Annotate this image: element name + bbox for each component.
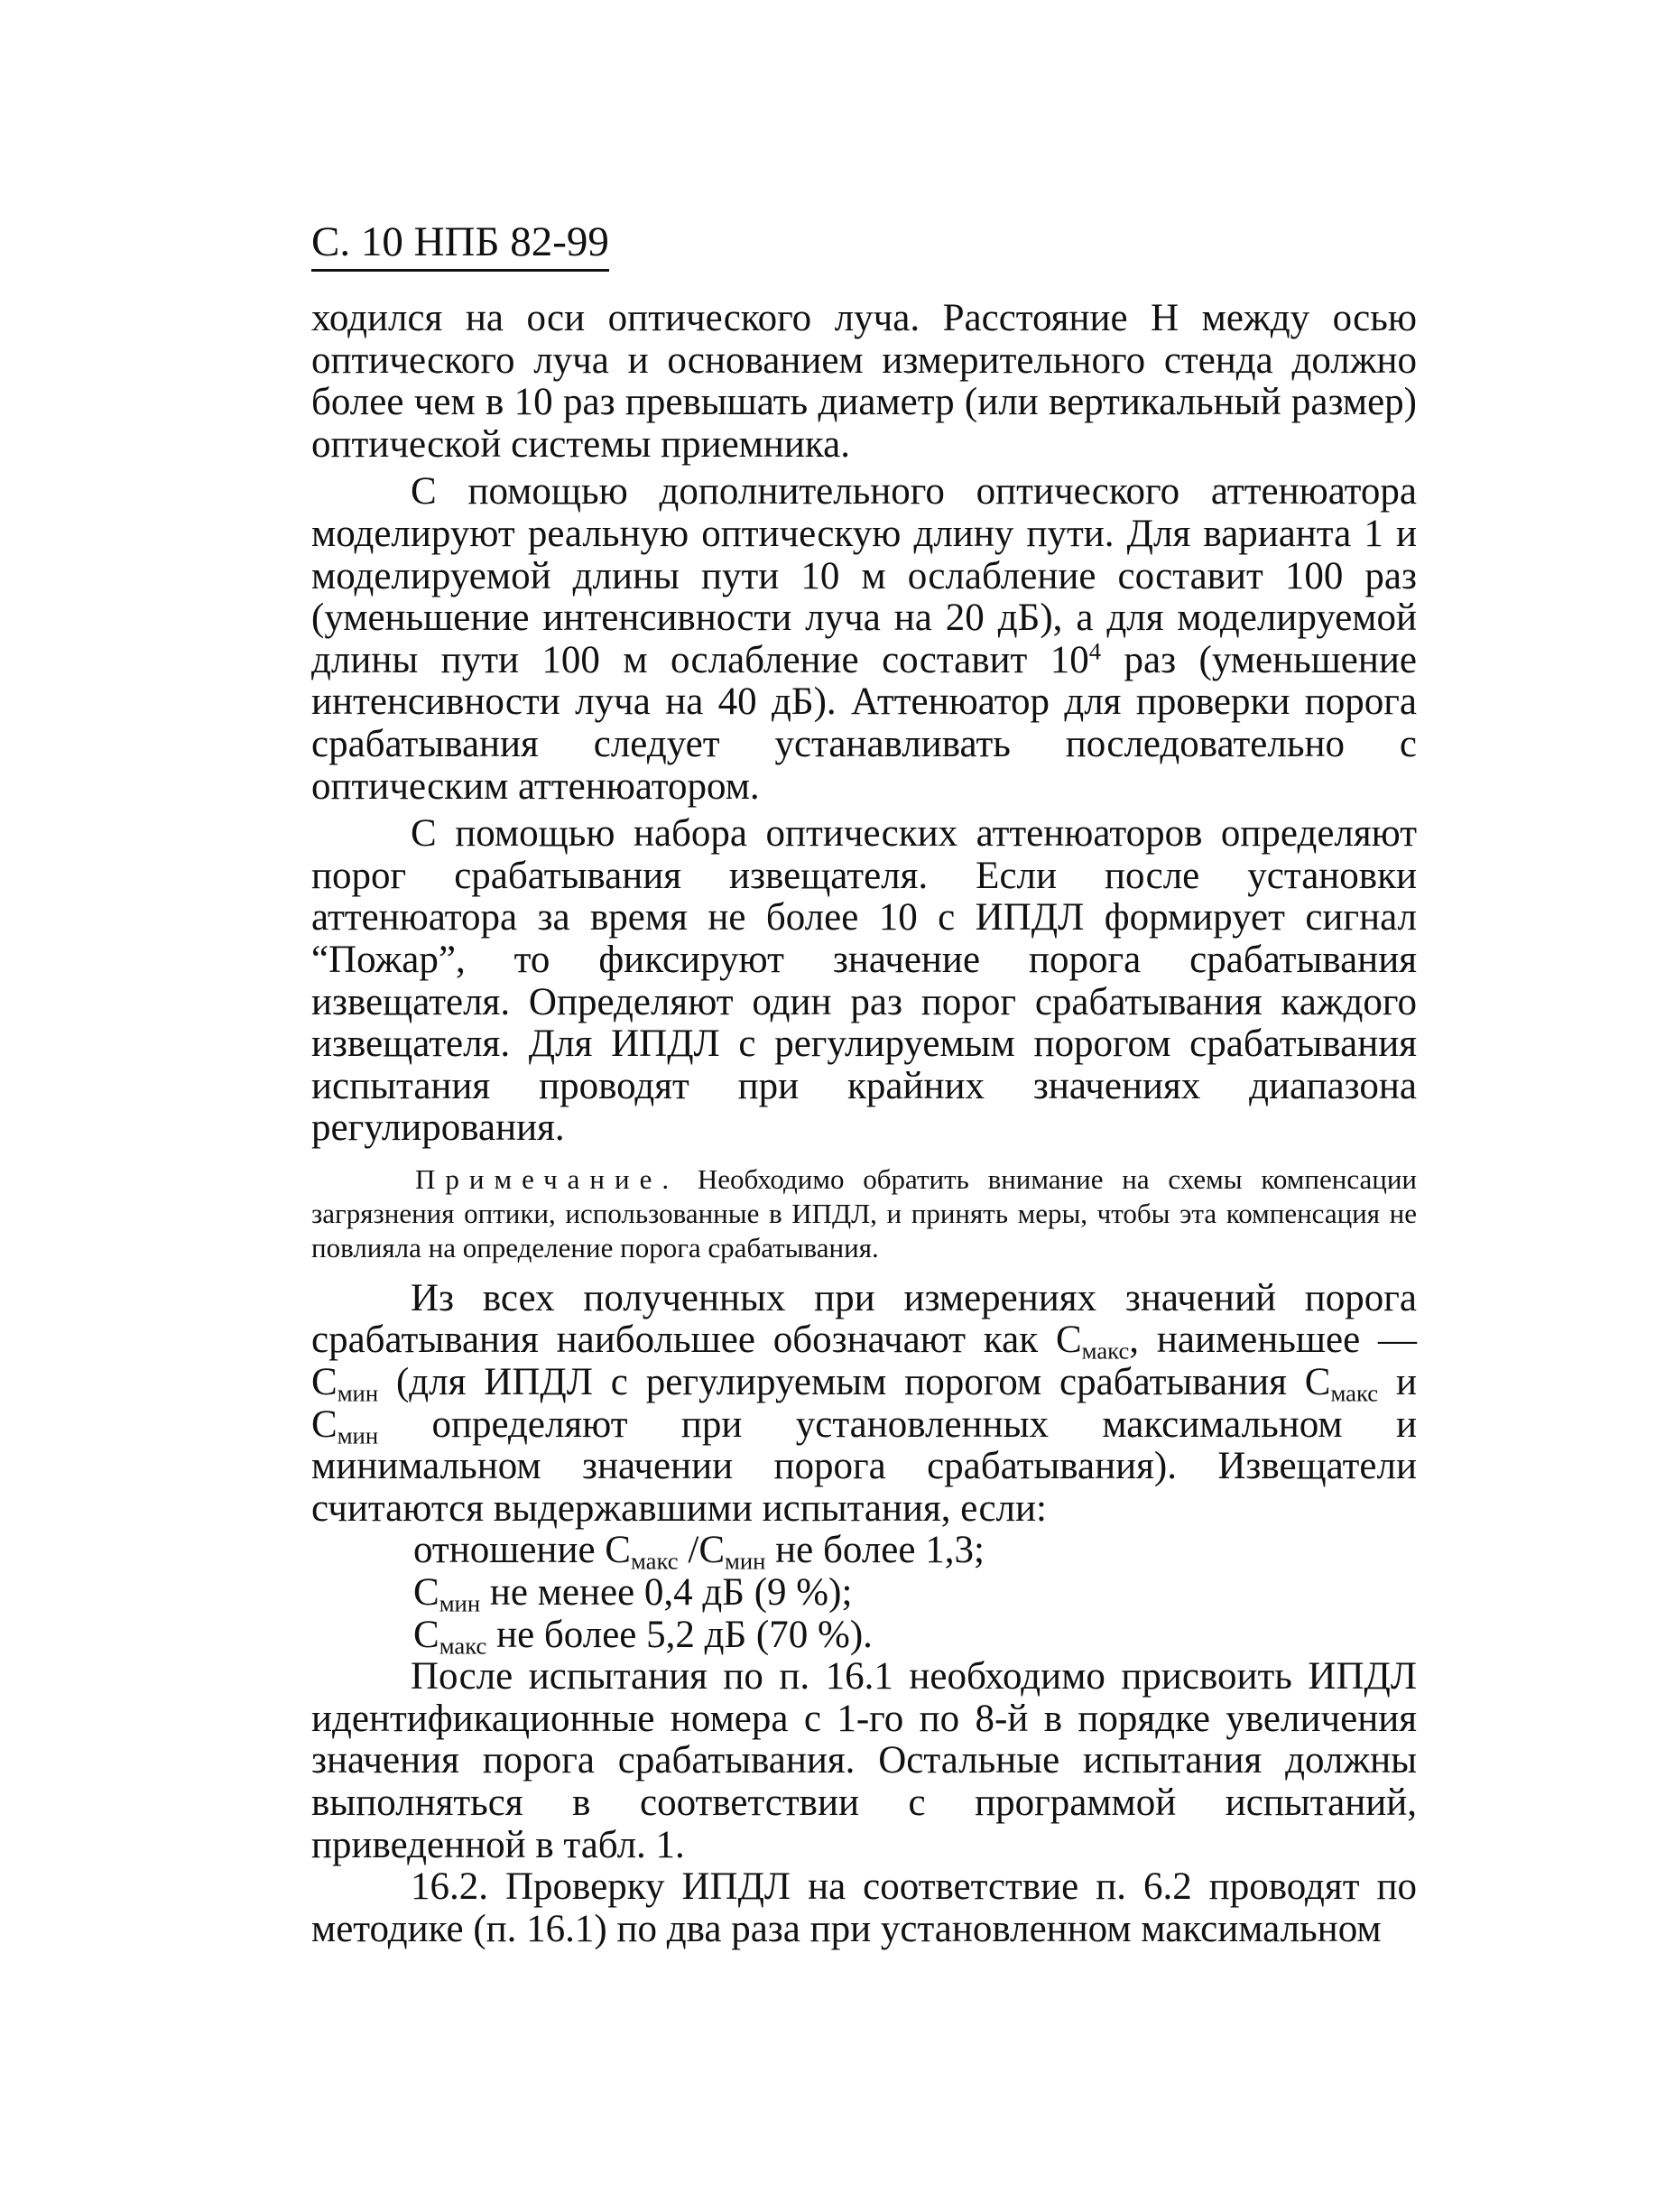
paragraph-attenuator: С помощью дополнительного оптического аттенюатора моделируют реальную оптическую длину пути. Для варианта 1 и моделируемой длины пути 10 м ослабление составит 100 раз (уменьшение интенсивности луча на 20 дБ), а для моделируемой длины пути 100 м ослабление составит $10^4$ раз (уменьшение интенсивности луча на 40 дБ). Аттенюатор для проверки порога срабатывания следует устанавливать последовательно с оптическим аттенюатором.: [311, 470, 1417, 808]
exponent: 4: [1088, 637, 1102, 665]
document-body: [311, 298, 1417, 1950]
paragraph-values: Из всех полученных при измерениях значений порога срабатывания наибольшее обозначают как $С_{макс}$, наименьшее — $С_{мин}$ (для ИПДЛ с регулируемым порогом срабатывания $С_{макс}$ и $С_{мин}$ определяют при установленных максимальном и минимальном значении порога срабатывания). Извещатели считаются выдержавшими испытания, если:: [311, 1276, 1418, 1530]
paragraph-numbering: После испытания по п. 16.1 необходимо присвоить ИПДЛ идентификационные номера с 1-го по 8-й в порядке увеличения значения порога срабатывания. Остальные испытания должны выполняться в соответствии с программой испытаний, приведенной в табл. 1.: [311, 1655, 1417, 1866]
paragraph-threshold: С помощью набора оптических аттенюаторов определяют порог срабатывания извещателя. Если после установки аттенюатора за время не более 10 с ИПДЛ формирует сигнал “Пожар”, то фиксируют значение порога срабатывания извещателя. Определяют один раз порог срабатывания каждого извещателя. Для ИПДЛ с регулируемым порогом срабатывания испытания проводят при крайних значениях диапазона регулирования.: [311, 812, 1417, 1150]
note-text: Необходимо обратить внимание на схемы компенсации загрязнения оптики, использованные в ИПДЛ, и принять меры, чтобы эта компенсация не повлияла на определение порога срабатывания.: [311, 1162, 1417, 1263]
paragraph-continuation: ходился на оси оптического луча. Расстояние Н между осью оптического луча и основанием измерительного стенда должно более чем в 10 раз превышать диаметр (или вертикальный размер) оптической системы приемника.: [311, 297, 1417, 466]
note-label: Примечание.: [415, 1162, 680, 1195]
criterion-ratio: отношение $С_{макс}$ $/С_{мин}$ не более 1,3;: [413, 1529, 985, 1575]
note: [311, 1162, 1417, 1265]
page-header: С. 10 НПБ 82-99: [311, 221, 609, 272]
criterion-min: $С_{мин}$ не менее 0,4 дБ (9 %);: [413, 1571, 853, 1617]
paragraph-16-2: 16.2. Проверку ИПДЛ на соответствие п. 6.2 проводят по методике (п. 16.1) по два раза при установленном максимальном: [311, 1865, 1417, 1950]
criterion-max: $С_{макс}$ не более 5,2 дБ (70 %).: [413, 1613, 873, 1660]
